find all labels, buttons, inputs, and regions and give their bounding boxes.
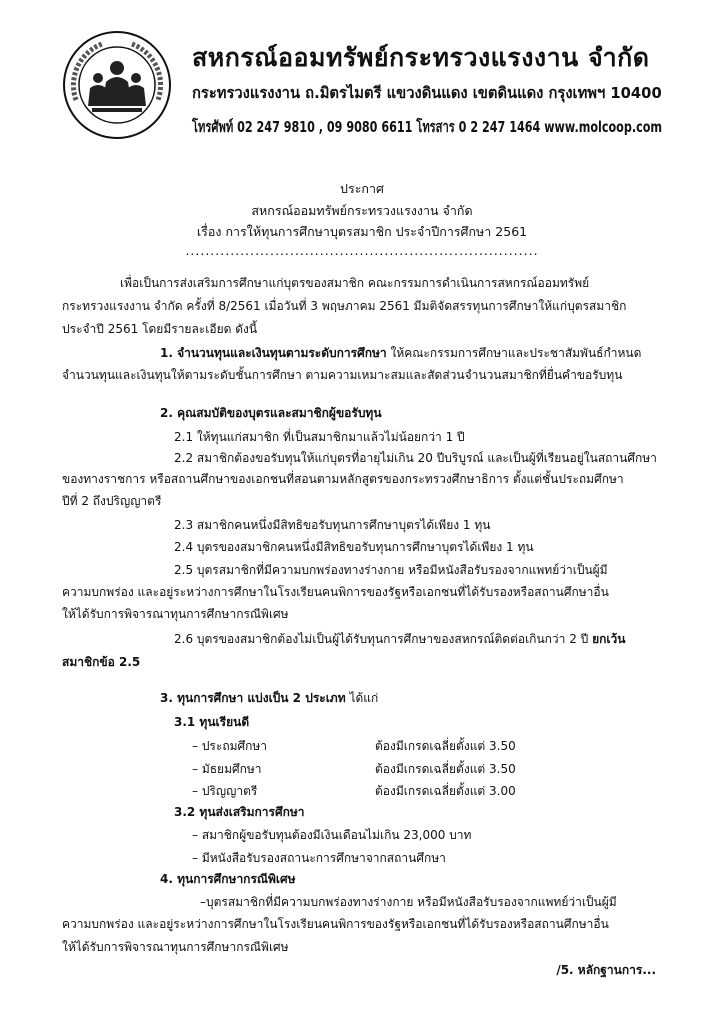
section-3-sub-heading: 3.1 ทุนเรียนดี xyxy=(174,715,250,729)
announcement-subject: เรื่อง การให้ทุนการศึกษาบุตรสมาชิก ประจำปีการศึกษา 2561 xyxy=(196,224,528,239)
organization-name: สหกรณ์ออมทรัพย์กระทรวงแรงงาน จำกัด xyxy=(192,43,650,72)
section-2-item: ของทางราชการ หรือสถานศึกษาของเอกชนที่สอนตามหลักสูตรของกระทรวงศึกษาธิการ ตั้งแต่ชั้นประถมศึกษา xyxy=(62,472,624,486)
section-2-heading: 2. คุณสมบัติของบุตรและสมาชิกผู้ขอรับทุน xyxy=(160,406,382,420)
section-2-item: 2.6 บุตรของสมาชิกต้องไม่เป็นผู้ได้รับทุนการศึกษาของสหกรณ์ติดต่อเกินกว่า 2 ปี ยกเว้น xyxy=(174,632,626,646)
intro-line: กระทรวงแรงงาน จำกัด ครั้งที่ 8/2561 เมื่อวันที่ 3 พฤษภาคม 2561 มีมติจัดสรรทุนการศึกษาให้แก่บุตรสมาชิก xyxy=(62,299,627,313)
section-3-heading: 3. ทุนการศึกษา แบ่งเป็น 2 ประเภท xyxy=(160,691,346,705)
section-2-item: ความบกพร่อง และอยู่ระหว่างการศึกษาในโรงเรียนคนพิการของรัฐหรือเอกชนที่ได้รับรองหรือสถานศึกษาอื่น xyxy=(62,585,609,599)
section-2-item: 2.2 สมาชิกต้องขอรับทุนให้แก่บุตรที่อายุไม่เกิน 20 ปีบริบูรณ์ และเป็นผู้ที่เรียนอยู่ในสถานศึกษา xyxy=(174,451,657,465)
grade-requirement: ต้องมีเกรดเฉลี่ยตั้งแต่ 3.50 xyxy=(375,762,516,776)
section-2-item: 2.4 บุตรของสมาชิกคนหนึ่งมีสิทธิขอรับทุนการศึกษาบุตรได้เพียง 1 ทุน xyxy=(174,540,534,554)
section-4-line: ให้ได้รับการพิจารณาทุนการศึกษากรณีพิเศษ xyxy=(62,940,289,954)
letterhead xyxy=(0,0,724,150)
announcement-org: สหกรณ์ออมทรัพย์กระทรวงแรงงาน จำกัด xyxy=(251,203,473,218)
grade-requirement: ต้องมีเกรดเฉลี่ยตั้งแต่ 3.50 xyxy=(375,739,516,753)
section-4-line: –บุตรสมาชิกที่มีความบกพร่องทางร่างกาย หรือมีหนังสือรับรองจากแพทย์ว่าเป็นผู้มี xyxy=(200,895,617,909)
organization-address: กระทรวงแรงงาน ถ.มิตรไมตรี แขวงดินแดง เขตดินแดง กรุงเทพฯ 10400 xyxy=(192,84,662,102)
divider-dots: ....................................................................... xyxy=(185,243,539,258)
cooperative-seal-icon xyxy=(62,30,172,140)
section-2-item: ปีที่ 2 ถึงปริญญาตรี xyxy=(62,494,162,508)
grade-level: – ประถมศึกษา xyxy=(192,739,268,753)
continued-marker: /5. หลักฐานการ... xyxy=(556,963,656,977)
announcement-label: ประกาศ xyxy=(340,181,384,196)
section-4-line: ความบกพร่อง และอยู่ระหว่างการศึกษาในโรงเรียนคนพิการของรัฐหรือเอกชนที่ได้รับรองหรือสถานศึกษาอื่น xyxy=(62,917,609,931)
section-2-item: ให้ได้รับการพิจารณาทุนการศึกษากรณีพิเศษ xyxy=(62,607,289,621)
section-1-line: จำนวนทุนและเงินทุนให้ตามระดับชั้นการศึกษา ตามความเหมาะสมและสัดส่วนจำนวนสมาชิกที่ยื่นคำขอรับทุน xyxy=(62,368,623,382)
section-3-line: 3. ทุนการศึกษา แบ่งเป็น 2 ประเภท ได้แก่ xyxy=(160,691,379,705)
section-3-item: – มีหนังสือรับรองสถานะการศึกษาจากสถานศึกษา xyxy=(192,851,446,865)
section-2-item: 2.3 สมาชิกคนหนึ่งมีสิทธิขอรับทุนการศึกษาบุตรได้เพียง 1 ทุน xyxy=(174,518,491,532)
organization-contact: โทรศัพท์ 02 247 9810 , 09 9080 6611 โทรสาร 0 2 247 1464 www.molcoop.com xyxy=(192,118,663,136)
section-1-line: 1. จำนวนทุนและเงินทุนตามระดับการศึกษา ให้คณะกรรมการศึกษาและประชาสัมพันธ์กำหนด xyxy=(160,346,642,360)
section-2-item: 2.1 ให้ทุนแก่สมาชิก ที่เป็นสมาชิกมาแล้วไม่น้อยกว่า 1 ปี xyxy=(174,430,465,444)
section-3-sub-heading: 3.2 ทุนส่งเสริมการศึกษา xyxy=(174,805,305,819)
grade-level: – ปริญญาตรี xyxy=(192,784,258,798)
section-2-item: สมาชิกข้อ 2.5 xyxy=(62,655,141,669)
intro-line: เพื่อเป็นการส่งเสริมการศึกษาแก่บุตรของสมาชิก คณะกรรมการดำเนินการสหกรณ์ออมทรัพย์ xyxy=(120,276,590,290)
section-1-heading: 1. จำนวนทุนและเงินทุนตามระดับการศึกษา xyxy=(160,346,387,360)
section-2-item: 2.5 บุตรสมาชิกที่มีความบกพร่องทางร่างกาย หรือมีหนังสือรับรองจากแพทย์ว่าเป็นผู้มี xyxy=(174,563,608,577)
section-3-item: – สมาชิกผู้ขอรับทุนต้องมีเงินเดือนไม่เกิน 23,000 บาท xyxy=(192,828,472,842)
section-4-heading: 4. ทุนการศึกษากรณีพิเศษ xyxy=(160,872,296,886)
grade-level: – มัธยมศึกษา xyxy=(192,762,262,776)
intro-line: ประจำปี 2561 โดยมีรายละเอียด ดังนี้ xyxy=(62,322,258,336)
grade-requirement: ต้องมีเกรดเฉลี่ยตั้งแต่ 3.00 xyxy=(375,784,516,798)
